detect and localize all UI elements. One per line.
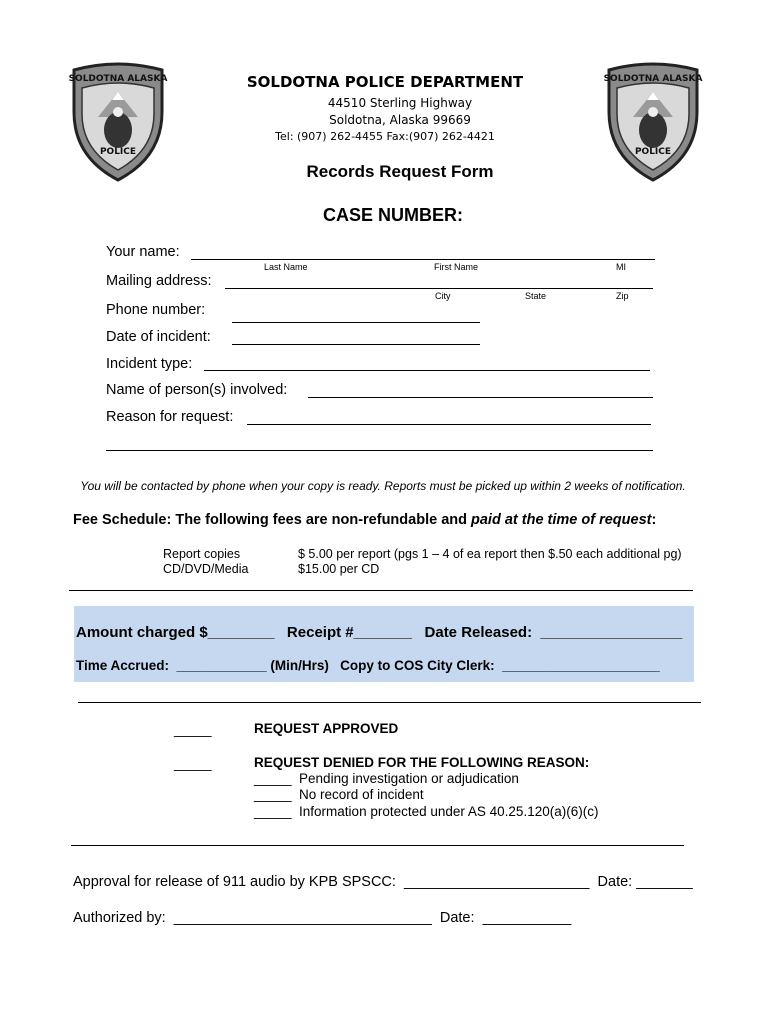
your-name-label: Your name: — [106, 244, 180, 260]
authorized-by-line[interactable]: Authorized by: ________________________________ Date: ___________ — [73, 910, 572, 926]
fee-item-label-report-copies: Report copies — [163, 547, 241, 561]
incident-type-label: Incident type: — [106, 356, 193, 372]
reason-label: Reason for request: — [106, 409, 234, 425]
badge-bottom-text: POLICE — [99, 147, 137, 157]
your-name-field[interactable] — [191, 259, 655, 260]
denied-checkbox-line[interactable]: _____ — [174, 756, 212, 771]
first-name-label: First Name — [434, 262, 479, 272]
badge-top-text: SOLDOTNA ALASKA — [68, 74, 168, 84]
contact-notice: You will be contacted by phone when your copy is ready. Reports must be picked up within 2 weeks of notification. — [80, 479, 686, 493]
badge-bottom-text: POLICE — [634, 147, 672, 157]
denial-reason-pending[interactable]: _____ Pending investigation or adjudication — [254, 771, 519, 786]
badge-top-text: SOLDOTNA ALASKA — [603, 74, 703, 84]
divider — [69, 590, 693, 591]
phone-number-label: Phone number: — [106, 302, 206, 318]
denial-reason-protected[interactable]: _____ Information protected under AS 40.25.120(a)(6)(c) — [254, 804, 599, 819]
case-number-label: CASE NUMBER: — [322, 205, 463, 225]
form-title: Records Request Form — [306, 162, 494, 181]
address-line-2: Soldotna, Alaska 99669 — [329, 113, 471, 127]
incident-type-field[interactable] — [204, 370, 650, 371]
divider — [78, 702, 701, 703]
approved-checkbox-line[interactable]: _____ — [174, 722, 212, 737]
request-approved-label: REQUEST APPROVED — [254, 721, 399, 736]
phone-fax: Tel: (907) 262-4455 Fax:(907) 262-4421 — [275, 130, 495, 143]
mailing-address-field[interactable] — [225, 288, 653, 289]
department-name: SOLDOTNA POLICE DEPARTMENT — [246, 73, 524, 91]
office-line-time-clerk: Time Accrued: ____________ (Min/Hrs) Copy to COS City Clerk: _____________________ — [76, 658, 660, 673]
persons-involved-field[interactable] — [308, 397, 653, 398]
persons-involved-label: Name of person(s) involved: — [106, 382, 288, 398]
divider — [71, 845, 684, 846]
last-name-label: Last Name — [264, 262, 308, 272]
state-label: State — [525, 291, 547, 301]
fee-schedule-heading — [73, 512, 656, 528]
reason-field[interactable] — [247, 424, 651, 425]
audio-approval-line[interactable]: Approval for release of 911 audio by KPB SPSCC: _______________________ Date: _______ — [73, 874, 693, 890]
reason-field-continued[interactable] — [106, 450, 653, 451]
mi-label: MI — [616, 262, 626, 272]
fee-item-value-report-copies: $ 5.00 per report (pgs 1 – 4 of ea report then $.50 each additional pg) — [298, 547, 682, 561]
fee-item-label-media: CD/DVD/Media — [163, 562, 249, 576]
request-denied-label: REQUEST DENIED FOR THE FOLLOWING REASON: — [254, 755, 590, 770]
zip-label: Zip — [616, 291, 629, 301]
date-of-incident-field[interactable] — [232, 344, 480, 345]
mailing-address-label: Mailing address: — [106, 273, 212, 289]
office-line-amount-receipt-date: Amount charged $________ Receipt #_______ Date Released: _________________ — [76, 624, 683, 641]
city-label: City — [435, 291, 451, 301]
fee-heading-text: Fee Schedule: The following fees are non-refundable and — [73, 512, 471, 528]
fee-heading-end: : — [651, 512, 657, 528]
fee-item-value-media: $15.00 per CD — [298, 562, 380, 576]
phone-number-field[interactable] — [232, 322, 480, 323]
fee-heading-emphasis: paid at the time of request — [471, 512, 652, 528]
address-line-1: 44510 Sterling Highway — [327, 96, 473, 110]
denial-reason-no-record[interactable]: _____ No record of incident — [254, 787, 424, 802]
date-of-incident-label: Date of incident: — [106, 329, 211, 345]
